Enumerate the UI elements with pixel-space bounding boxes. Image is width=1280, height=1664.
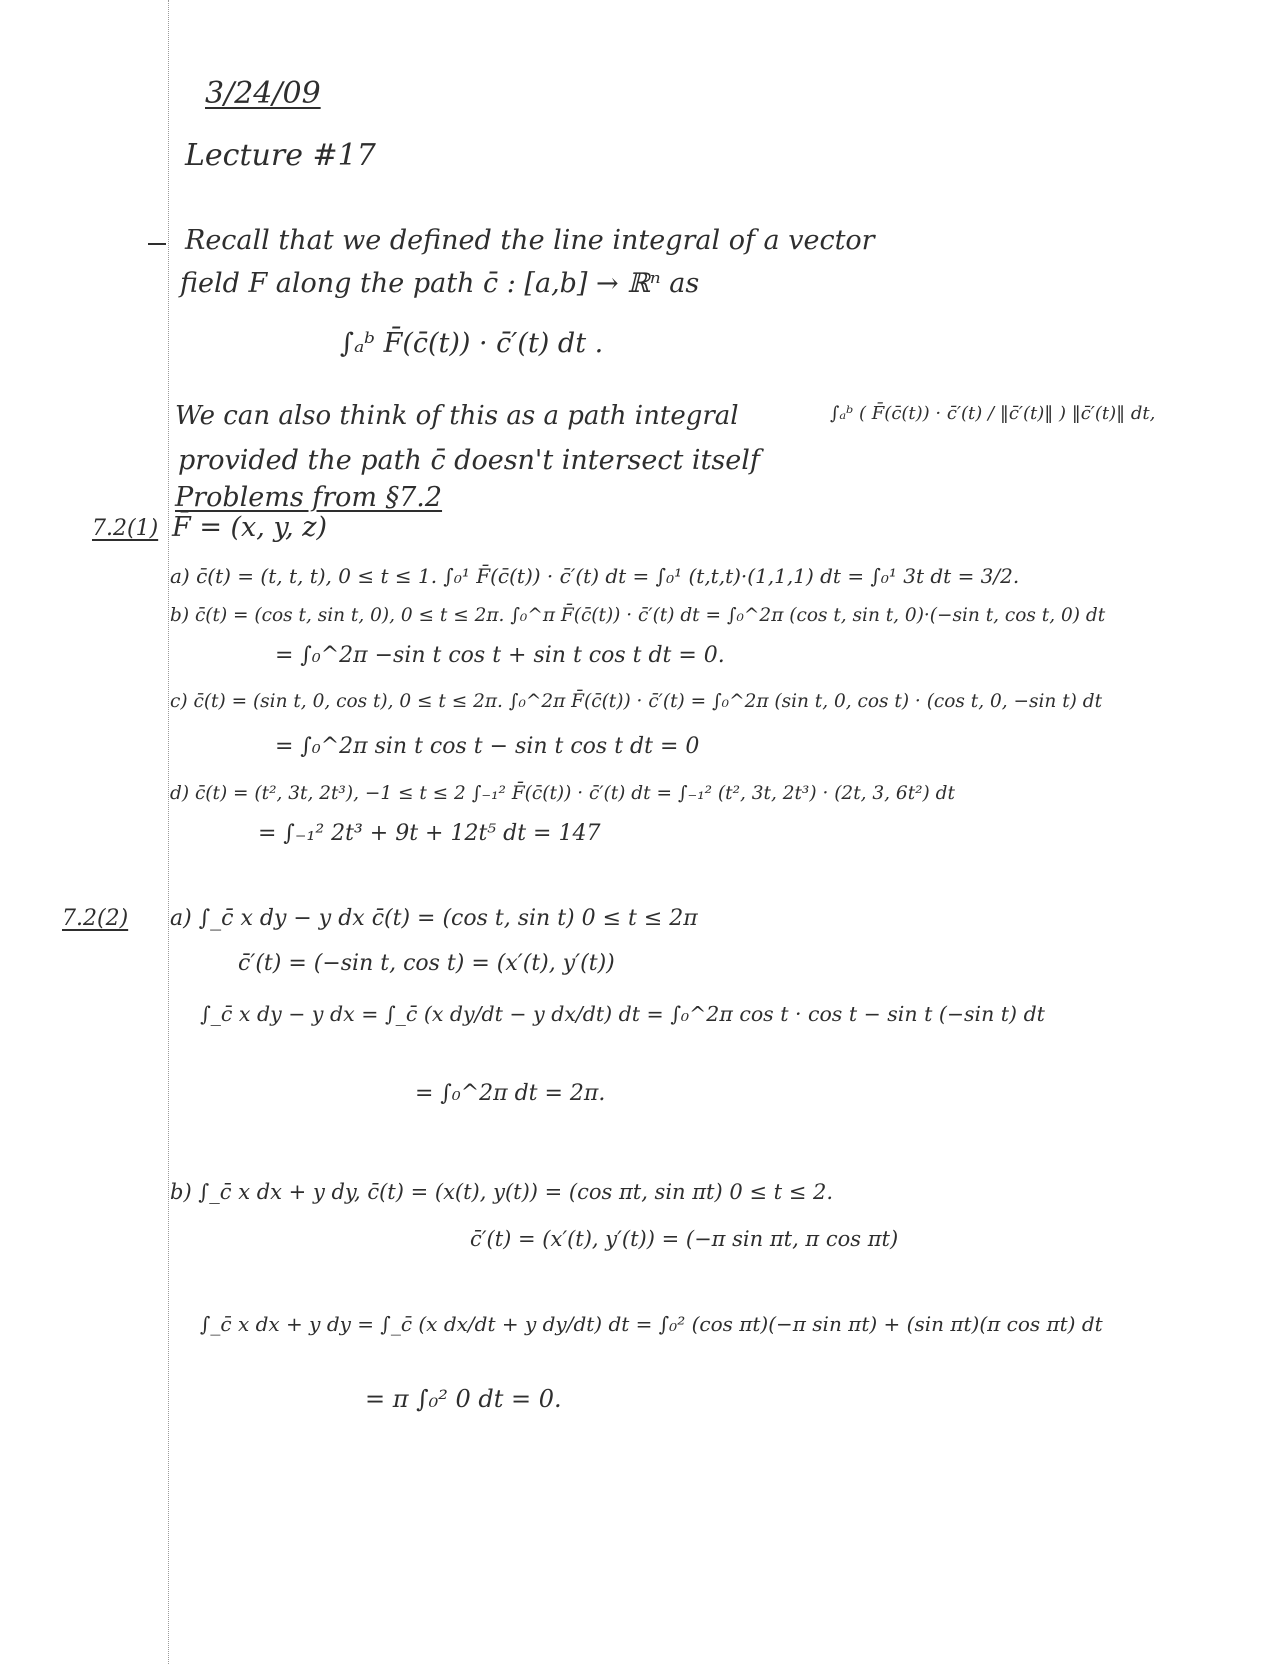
problem-2a-result: = ∫₀^2π dt = 2π. <box>415 1081 606 1106</box>
problem-2b-derivative: c̄′(t) = (x′(t), y′(t)) = (−π sin πt, π cos πt) <box>470 1227 899 1251</box>
intro-line-1: Recall that we defined the line integral of a vector <box>185 225 875 256</box>
path-integral-formula: ∫ₐᵇ ( F̄(c̄(t)) · c̄′(t) / ‖c̄′(t)‖ ) ‖c̄′(t)‖ dt, <box>830 403 1156 424</box>
problem-2b-result: = π ∫₀² 0 dt = 0. <box>365 1385 562 1413</box>
problem-1b: b) c̄(t) = (cos t, sin t, 0), 0 ≤ t ≤ 2π. ∫₀^π F̄(c̄(t)) · c̄′(t) dt = ∫₀^2π (cos t, sin t, 0)·(−sin t, cos t, 0) dt <box>170 605 1106 626</box>
problem-2a: a) ∫_c̄ x dy − y dx c̄(t) = (cos t, sin t) 0 ≤ t ≤ 2π <box>170 906 698 931</box>
problem-2b: b) ∫_c̄ x dx + y dy, c̄(t) = (x(t), y(t)) = (cos πt, sin πt) 0 ≤ t ≤ 2. <box>170 1180 834 1204</box>
problem-2a-integral: ∫_c̄ x dy − y dx = ∫_c̄ (x dy/dt − y dx/dt) dt = ∫₀^2π cos t · cos t − sin t (−sin t) dt <box>200 1002 1045 1026</box>
intro-line-4: provided the path c̄ doesn't intersect itself <box>178 445 760 476</box>
problem-1-label: 7.2(1) <box>92 516 159 541</box>
problem-1b-result: = ∫₀^2π −sin t cos t + sin t cos t dt = 0. <box>275 643 725 668</box>
problem-2a-derivative: c̄′(t) = (−sin t, cos t) = (x′(t), y′(t)) <box>238 951 615 976</box>
section-heading: Problems from §7.2 <box>175 482 443 513</box>
intro-line-2: field F along the path c̄ : [a,b] → ℝⁿ as <box>180 268 700 299</box>
problem-1a: a) c̄(t) = (t, t, t), 0 ≤ t ≤ 1. ∫₀¹ F̄(c̄(t)) · c̄′(t) dt = ∫₀¹ (t,t,t)·(1,1,1) dt = ∫₀¹ 3t dt = 3/2. <box>170 564 1020 588</box>
problem-1-field: F̄ = (x, y, z) <box>172 512 328 543</box>
problem-1c-result: = ∫₀^2π sin t cos t − sin t cos t dt = 0 <box>275 734 700 759</box>
problem-2-label: 7.2(2) <box>62 906 129 931</box>
problem-1d-result: = ∫₋₁² 2t³ + 9t + 12t⁵ dt = 147 <box>258 821 601 846</box>
lecture-title: Lecture #17 <box>185 138 376 173</box>
problem-1c: c) c̄(t) = (sin t, 0, cos t), 0 ≤ t ≤ 2π. ∫₀^2π F̄(c̄(t)) · c̄′(t) = ∫₀^2π (sin t, 0, cos t) · (cos t, 0, −sin t) dt <box>170 691 1103 712</box>
intro-formula: ∫ₐᵇ F̄(c̄(t)) · c̄′(t) dt . <box>340 328 604 359</box>
bullet-dash <box>148 243 166 245</box>
margin-line <box>168 0 169 1664</box>
problem-2b-integral: ∫_c̄ x dx + y dy = ∫_c̄ (x dx/dt + y dy/dt) dt = ∫₀² (cos πt)(−π sin πt) + (sin πt)(π cos πt) dt <box>200 1312 1103 1336</box>
problem-1d: d) c̄(t) = (t², 3t, 2t³), −1 ≤ t ≤ 2 ∫₋₁² F̄(c̄(t)) · c̄′(t) dt = ∫₋₁² (t², 3t, 2t³) · (2t, 3, 6t²) dt <box>170 783 955 804</box>
intro-line-3: We can also think of this as a path integral <box>175 401 739 431</box>
date: 3/24/09 <box>205 76 321 111</box>
